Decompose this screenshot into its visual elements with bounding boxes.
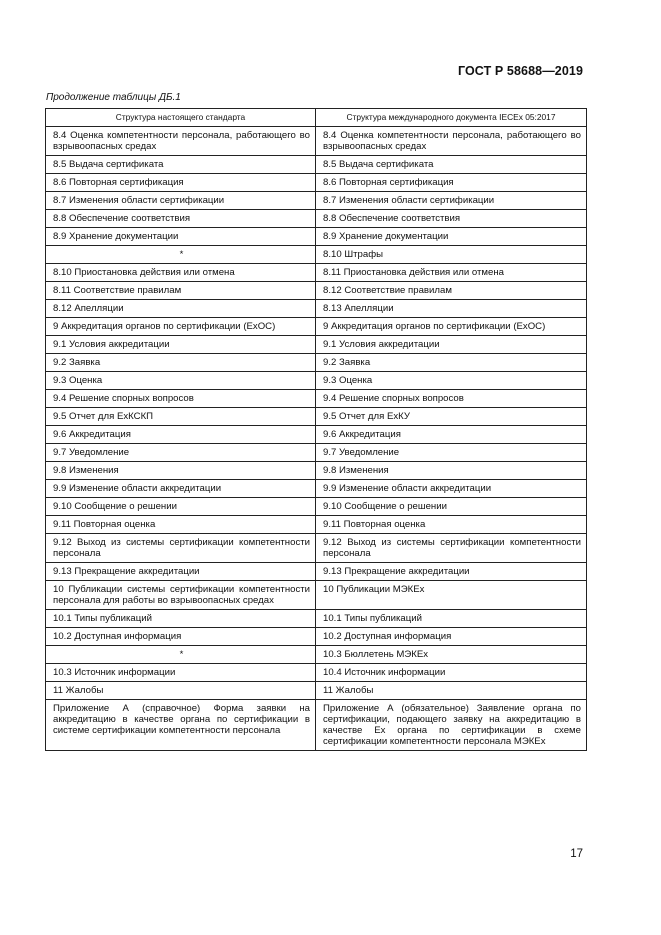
cell-international-structure: 9.9 Изменение области аккредитации — [316, 480, 587, 498]
table-row — [46, 264, 587, 282]
cell-national-structure: 9.8 Изменения — [46, 462, 316, 480]
cell-national-structure: Приложение А (справочное) Форма заявки на аккредитацию в качестве органа по сертификации в системе сертификации компетентности персонала — [46, 700, 316, 751]
cell-international-structure: 8.5 Выдача сертификата — [316, 156, 587, 174]
cell-national-structure: 9.5 Отчет для ExКСКП — [46, 408, 316, 426]
cell-national-structure: 9.6 Аккредитация — [46, 426, 316, 444]
table-row — [46, 390, 587, 408]
cell-national-structure: 8.4 Оценка компетентности персонала, работающего во взрывоопасных средах — [46, 127, 316, 156]
table-row — [46, 127, 587, 156]
table-row — [46, 534, 587, 563]
cell-international-structure: 10.4 Источник информации — [316, 664, 587, 682]
cell-national-structure: 10 Публикации системы сертификации компетентности персонала для работы во взрывоопасных средах — [46, 581, 316, 610]
cell-international-structure: 9.6 Аккредитация — [316, 426, 587, 444]
cell-international-structure: 9.8 Изменения — [316, 462, 587, 480]
cell-international-structure: 9.1 Условия аккредитации — [316, 336, 587, 354]
cell-national-structure: 11 Жалобы — [46, 682, 316, 700]
cell-national-structure: 9.9 Изменение области аккредитации — [46, 480, 316, 498]
table-row — [46, 628, 587, 646]
cell-international-structure: 11 Жалобы — [316, 682, 587, 700]
cell-national-structure: 9.7 Уведомление — [46, 444, 316, 462]
cell-national-structure: 10.2 Доступная информация — [46, 628, 316, 646]
document-code: ГОСТ Р 58688—2019 — [457, 64, 583, 78]
cell-international-structure: 10.1 Типы публикаций — [316, 610, 587, 628]
table-row — [46, 700, 587, 751]
table-row — [46, 336, 587, 354]
cell-international-structure: 9.10 Сообщение о решении — [316, 498, 587, 516]
cell-national-structure: 9.12 Выход из системы сертификации компетентности персонала — [46, 534, 316, 563]
cell-national-structure: 8.10 Приостановка действия или отмена — [46, 264, 316, 282]
table-row — [46, 210, 587, 228]
table-row — [46, 462, 587, 480]
cell-international-structure: Приложение А (обязательное) Заявление органа по сертификации, подающего заявку на аккредитацию в качестве Ex органа по сертификации в схеме сертификации компетентности персонала МЭКЕх — [316, 700, 587, 751]
table-row — [46, 563, 587, 581]
cell-national-structure: 10.1 Типы публикаций — [46, 610, 316, 628]
table-row — [46, 444, 587, 462]
cell-international-structure: 9 Аккредитация органов по сертификации (ExOC) — [316, 318, 587, 336]
table-row — [46, 372, 587, 390]
cell-national-structure: * — [46, 246, 316, 264]
cell-international-structure: 9.13 Прекращение аккредитации — [316, 563, 587, 581]
cell-international-structure: 8.11 Приостановка действия или отмена — [316, 264, 587, 282]
cell-national-structure: 9.4 Решение спорных вопросов — [46, 390, 316, 408]
cell-international-structure: 9.5 Отчет для ExКУ — [316, 408, 587, 426]
cell-national-structure: 9 Аккредитация органов по сертификации (ExOC) — [46, 318, 316, 336]
table-row — [46, 354, 587, 372]
cell-national-structure: 8.7 Изменения области сертификации — [46, 192, 316, 210]
table-row — [46, 408, 587, 426]
cell-international-structure: 8.10 Штрафы — [316, 246, 587, 264]
cell-national-structure: 8.9 Хранение документации — [46, 228, 316, 246]
table-row — [46, 300, 587, 318]
table-caption: Продолжение таблицы ДБ.1 — [46, 92, 181, 103]
table-row — [46, 646, 587, 664]
cell-national-structure: 9.1 Условия аккредитации — [46, 336, 316, 354]
cell-national-structure: * — [46, 646, 316, 664]
cell-international-structure: 9.3 Оценка — [316, 372, 587, 390]
cell-national-structure: 8.11 Соответствие правилам — [46, 282, 316, 300]
table-row — [46, 664, 587, 682]
cell-national-structure: 9.2 Заявка — [46, 354, 316, 372]
table-row — [46, 174, 587, 192]
cell-international-structure: 8.9 Хранение документации — [316, 228, 587, 246]
cell-national-structure: 10.3 Источник информации — [46, 664, 316, 682]
table-row — [46, 480, 587, 498]
comparison-table — [45, 108, 587, 751]
table-row — [46, 246, 587, 264]
cell-international-structure: 8.6 Повторная сертификация — [316, 174, 587, 192]
column-header-international: Структура международного документа IECEx 05:2017 — [316, 109, 587, 127]
cell-national-structure: 8.6 Повторная сертификация — [46, 174, 316, 192]
cell-international-structure: 8.13 Апелляции — [316, 300, 587, 318]
cell-international-structure: 9.7 Уведомление — [316, 444, 587, 462]
cell-international-structure: 9.11 Повторная оценка — [316, 516, 587, 534]
table-row — [46, 498, 587, 516]
table-row — [46, 318, 587, 336]
cell-national-structure: 8.8 Обеспечение соответствия — [46, 210, 316, 228]
cell-international-structure: 8.4 Оценка компетентности персонала, работающего во взрывоопасных средах — [316, 127, 587, 156]
cell-international-structure: 9.2 Заявка — [316, 354, 587, 372]
table-row — [46, 282, 587, 300]
cell-international-structure: 8.7 Изменения области сертификации — [316, 192, 587, 210]
table-row — [46, 426, 587, 444]
cell-international-structure: 9.4 Решение спорных вопросов — [316, 390, 587, 408]
table-row — [46, 682, 587, 700]
cell-national-structure: 9.3 Оценка — [46, 372, 316, 390]
cell-national-structure: 8.5 Выдача сертификата — [46, 156, 316, 174]
cell-national-structure: 9.10 Сообщение о решении — [46, 498, 316, 516]
cell-international-structure: 10.2 Доступная информация — [316, 628, 587, 646]
page-number: 17 — [570, 848, 583, 860]
table-row — [46, 610, 587, 628]
cell-international-structure: 8.12 Соответствие правилам — [316, 282, 587, 300]
cell-national-structure: 9.11 Повторная оценка — [46, 516, 316, 534]
cell-international-structure: 8.8 Обеспечение соответствия — [316, 210, 587, 228]
table-row — [46, 581, 587, 610]
table-header-row — [46, 109, 587, 127]
cell-national-structure: 8.12 Апелляции — [46, 300, 316, 318]
table-row — [46, 192, 587, 210]
cell-national-structure: 9.13 Прекращение аккредитации — [46, 563, 316, 581]
table-row — [46, 516, 587, 534]
cell-international-structure: 10.3 Бюллетень МЭКЕх — [316, 646, 587, 664]
table-row — [46, 228, 587, 246]
column-header-national: Структура настоящего стандарта — [46, 109, 316, 127]
table-row — [46, 156, 587, 174]
cell-international-structure: 9.12 Выход из системы сертификации компетентности персонала — [316, 534, 587, 563]
cell-international-structure: 10 Публикации МЭКЕх — [316, 581, 587, 610]
